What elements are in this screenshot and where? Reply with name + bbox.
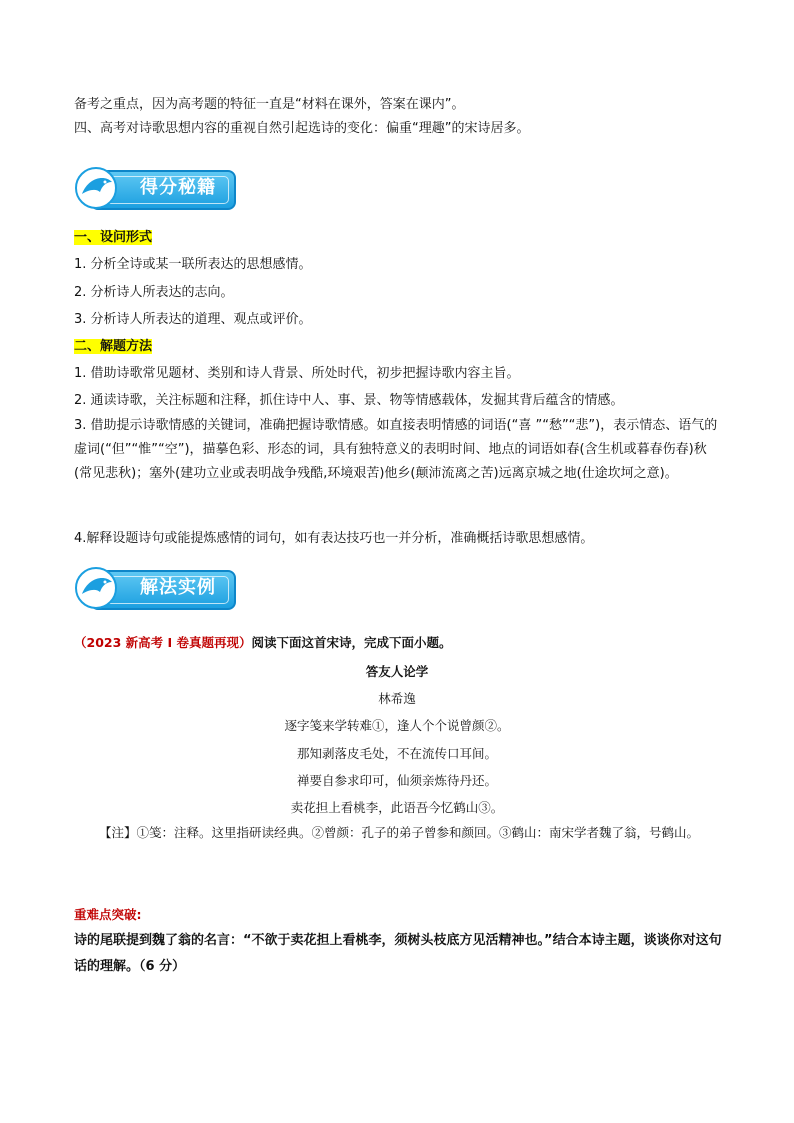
intro-line-2: 四、高考对诗歌思想内容的重视自然引起选诗的变化：偏重“理趣”的宋诗居多。 bbox=[74, 121, 530, 136]
poem-note: 【注】①笺：注释。这里指研读经典。②曾颜：孔子的弟子曾参和颜回。③鹤山：南宋学者魏了翁，号鹤山。 bbox=[99, 825, 700, 840]
poem-author: 林希逸 bbox=[378, 691, 416, 706]
list-item: 2. 分析诗人所表达的志向。 bbox=[74, 285, 234, 300]
list-item: 2. 通读诗歌，关注标题和注释，抓住诗中人、事、景、物等情感载体，发掘其背后蕴含的情感。 bbox=[74, 393, 624, 408]
poem-line: 禅要自参求印可，仙须亲炼待丹还。 bbox=[296, 773, 497, 788]
banner-label: 得分秘籍 bbox=[140, 177, 216, 198]
banner-label: 解法实例 bbox=[140, 577, 216, 598]
list-item: 3. 分析诗人所表达的道理、观点或评价。 bbox=[74, 312, 312, 327]
list-item-paragraph: 3. 借助提示诗歌情感的关键词，准确把握诗歌情感。如直接表明情感的词语(“喜 ”“愁”“悲”)，表示情态、语气的虚词(“但”“惟”“空”)，描摹色彩、形态的词，具有独特意义的表明时间、地点的词语如春(含生机或暮春伤春)秋(常见悲秋)；塞外(建功立业或表明战争残酷,环境艰苦)他乡(颠沛流离之苦)远离京城之地(仕途坎坷之意)。 bbox=[74, 418, 718, 481]
section-heading-question-forms: 一、设问形式 bbox=[74, 230, 153, 245]
breakthrough-heading: 重难点突破: bbox=[74, 907, 142, 922]
poem-title: 答友人论学 bbox=[365, 664, 429, 679]
example-header: （2023 新高考 I 卷真题再现）阅读下面这首宋诗，完成下面小题。 bbox=[74, 635, 452, 650]
section-heading-solving-methods: 二、解题方法 bbox=[74, 339, 153, 354]
list-item: 1. 分析全诗或某一联所表达的思想感情。 bbox=[74, 257, 312, 272]
poem-line: 卖花担上看桃李，此语吾今忆鹤山③。 bbox=[290, 800, 504, 815]
section-banner-worked-example bbox=[74, 564, 239, 616]
intro-line-1: 备考之重点，因为高考题的特征一直是“材料在课外，答案在课内”。 bbox=[74, 97, 465, 112]
poem-line: 逐字笺来学转难①，逢人个个说曾颜②。 bbox=[284, 718, 510, 733]
list-item: 1. 借助诗歌常见题材、类别和诗人背景、所处时代，初步把握诗歌内容主旨。 bbox=[74, 366, 520, 381]
dolphin-icon bbox=[74, 164, 134, 216]
poem-line: 那知剥落皮毛处，不在流传口耳间。 bbox=[296, 746, 497, 761]
dolphin-icon bbox=[74, 564, 134, 616]
section-banner-scoring-tips bbox=[74, 164, 239, 216]
question-text: 诗的尾联提到魏了翁的名言：“不欲于卖花担上看桃李，须树头枝底方见活精神也。”结合本诗主题，谈谈你对这句话的理解。（6 分） bbox=[74, 933, 722, 974]
list-item: 4.解释设题诗句或能提炼感情的词句，如有表达技巧也一并分析，准确概括诗歌思想感情。 bbox=[74, 531, 594, 546]
